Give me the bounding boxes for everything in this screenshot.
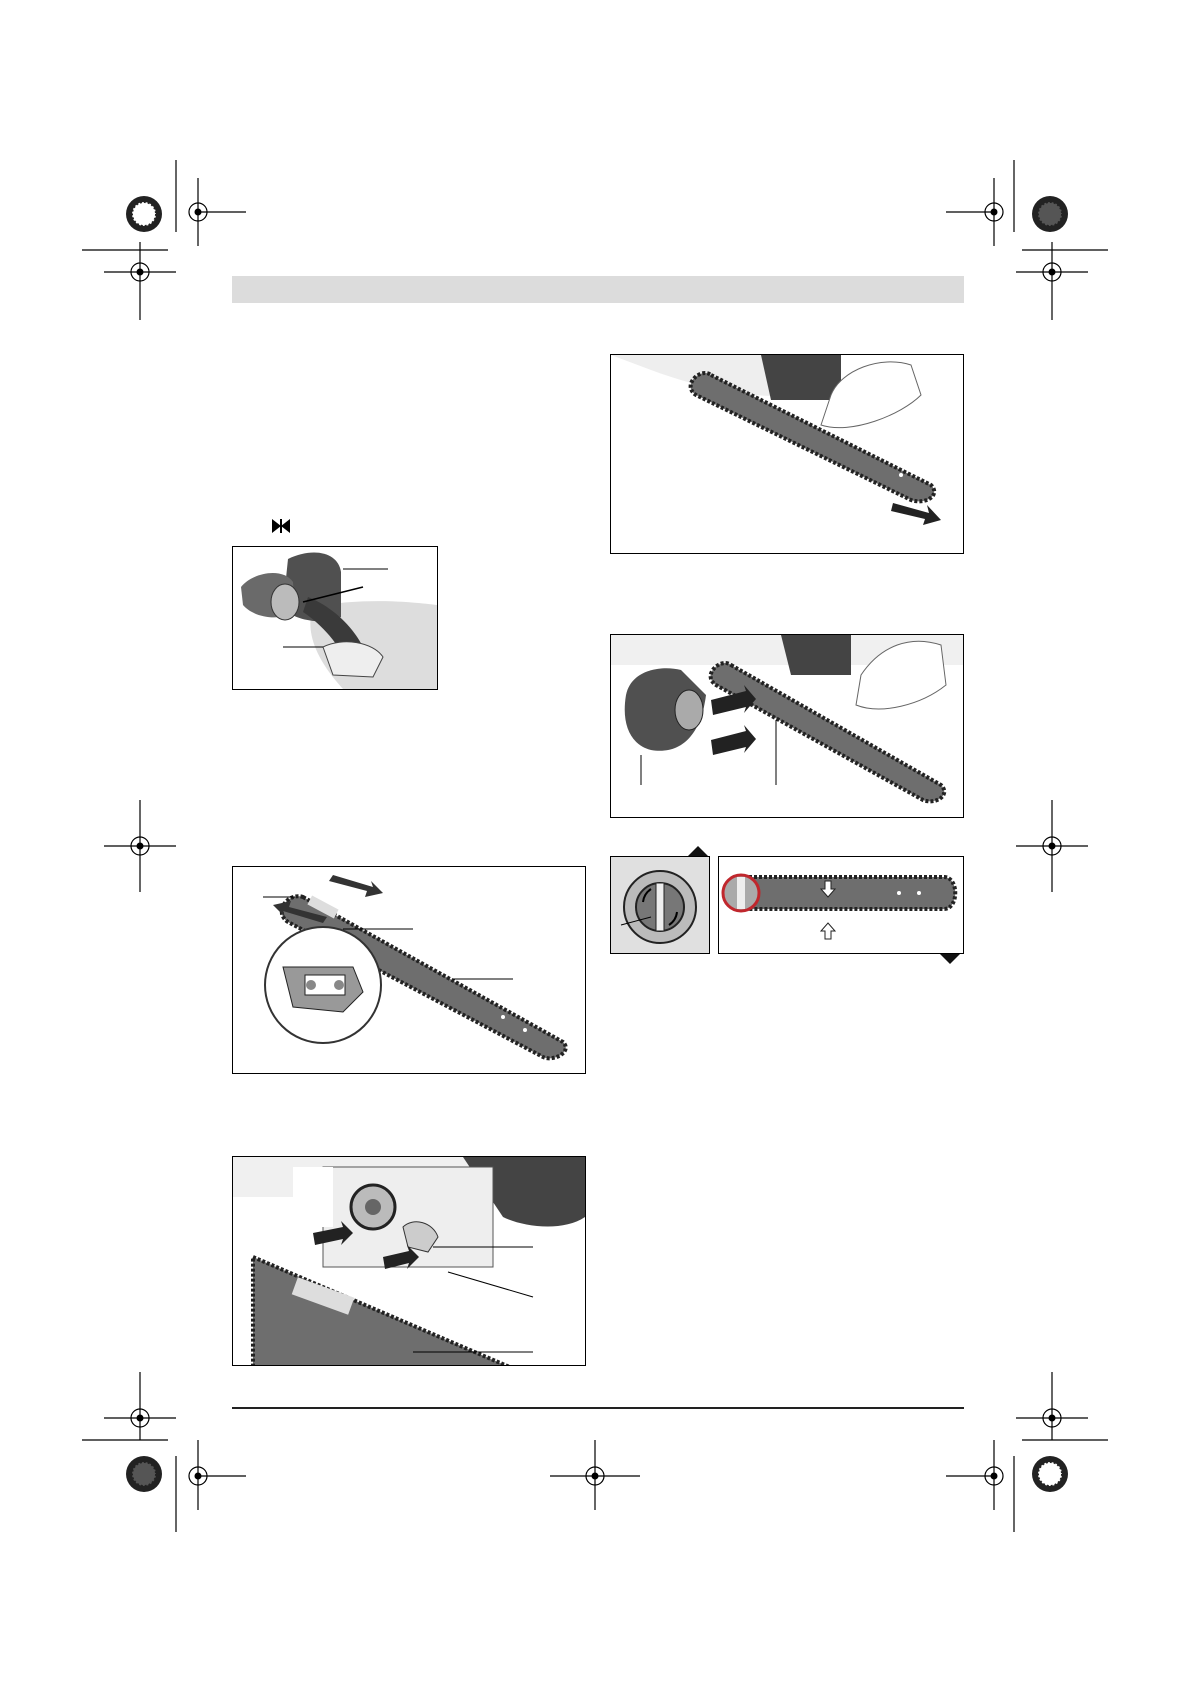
figure-sprocket-mount <box>232 1156 586 1366</box>
cover-attach-illustration <box>611 635 963 817</box>
tension-pull-illustration <box>611 355 963 553</box>
header-bar <box>232 276 964 303</box>
figure-cover-attach <box>610 634 964 818</box>
corner-triangle-top <box>688 846 708 856</box>
knob-detail-illustration <box>611 857 709 953</box>
figure-cover-knob <box>232 546 438 690</box>
footer-rule <box>232 1407 964 1409</box>
figure-knob-detail <box>610 856 710 954</box>
bowtie-symbol-icon <box>270 518 292 534</box>
chain-check-illustration <box>719 857 963 953</box>
bowtie-icon <box>270 518 292 534</box>
figure-tension-pull <box>610 354 964 554</box>
cover-knob-illustration <box>233 547 437 689</box>
corner-triangle-bottom <box>940 954 960 964</box>
figure-chain-check <box>718 856 964 954</box>
bar-chain-illustration <box>233 867 585 1073</box>
figure-bar-chain <box>232 866 586 1074</box>
sprocket-mount-illustration <box>233 1157 585 1365</box>
